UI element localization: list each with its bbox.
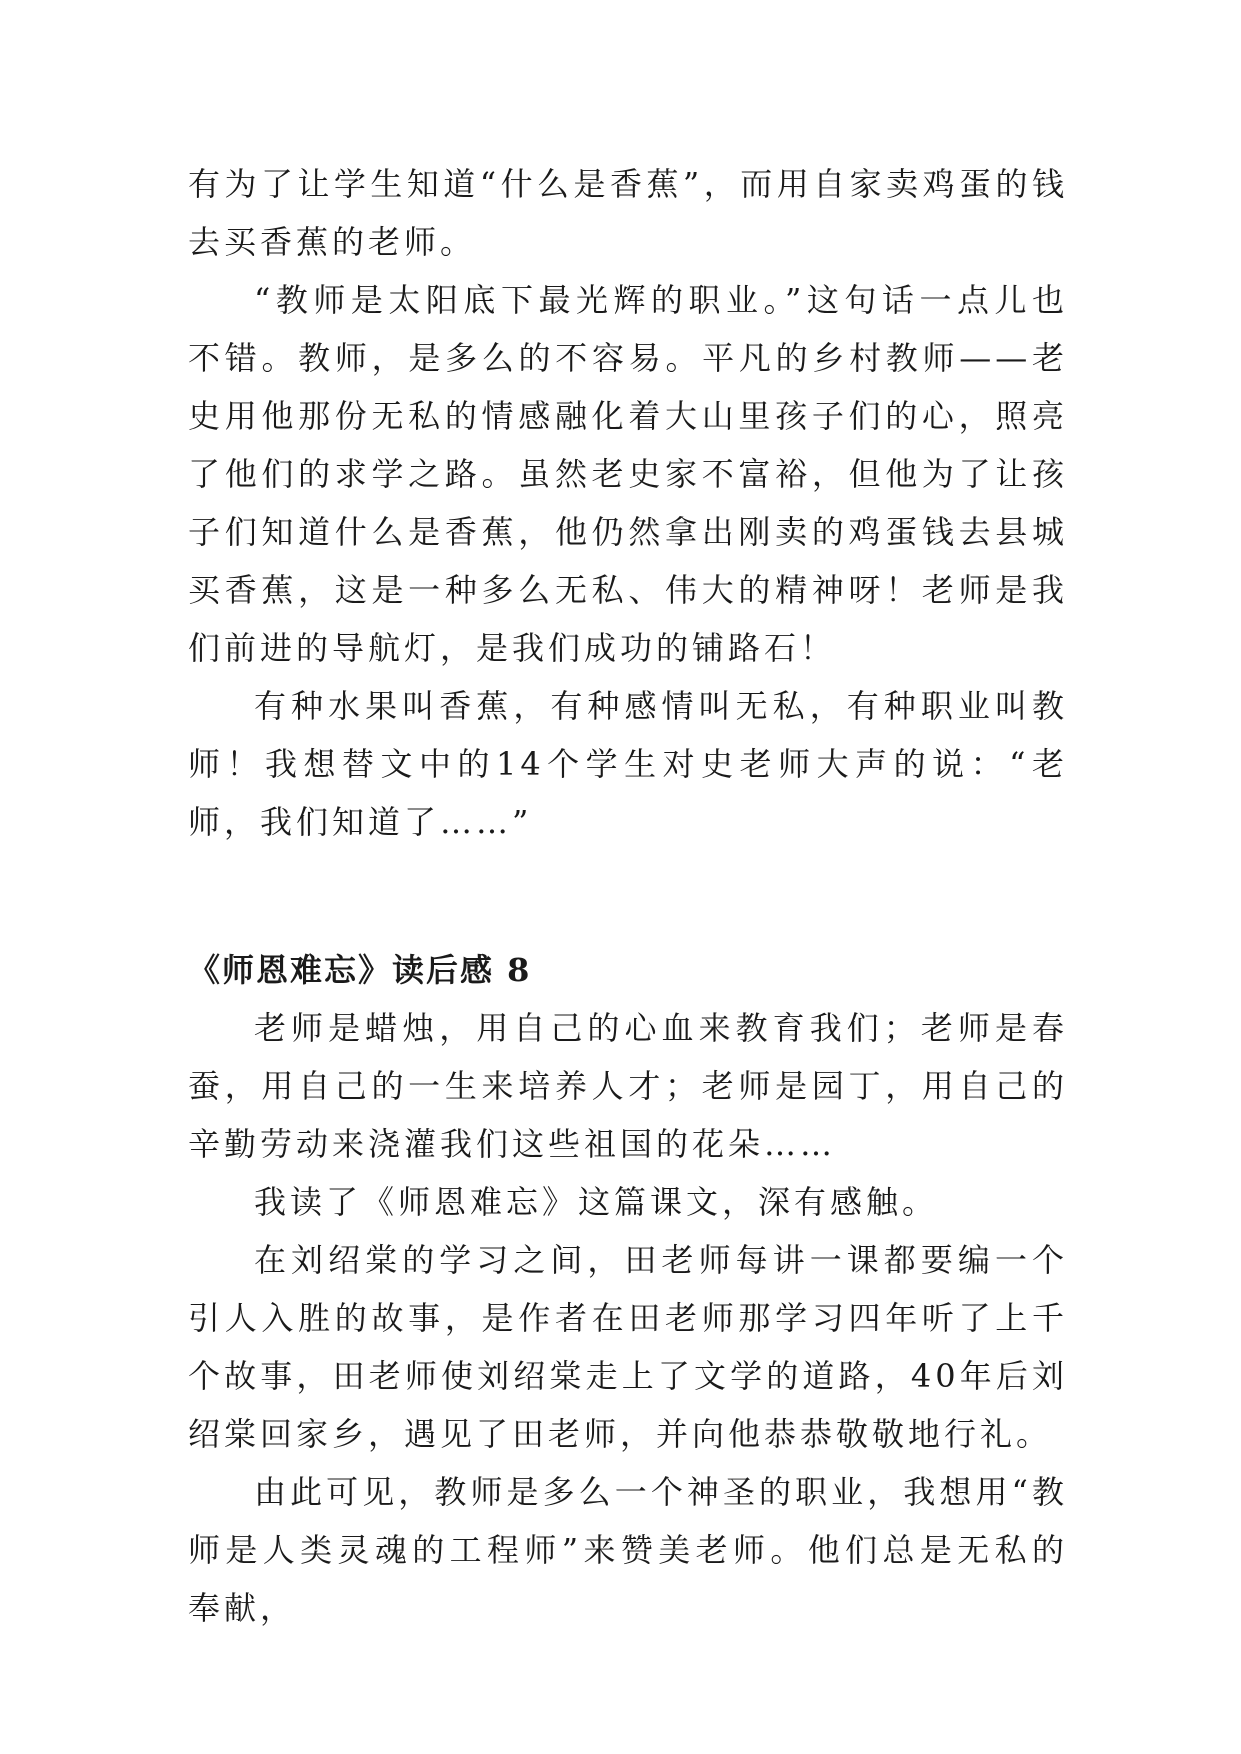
paragraph: 老师是蜡烛，用自己的心血来教育我们；老师是春蚕，用自己的一生来培养人才；老师是园丁，用自己的辛勤劳动来浇灌我们这些祖国的花朵…… xyxy=(188,1009,1068,1163)
paragraph: 有为了让学生知道“什么是香蕉”，而用自家卖鸡蛋的钱去买香蕉的老师。 xyxy=(188,165,1068,261)
paragraph: 我读了《师恩难忘》这篇课文，深有感触。 xyxy=(254,1183,939,1221)
document-page xyxy=(188,155,1068,1637)
paragraph: 在刘绍棠的学习之间，田老师每讲一课都要编一个引人入胜的故事，是作者在田老师那学习四年听了上千个故事，田老师使刘绍棠走上了文学的道路，40年后刘绍棠回家乡，遇见了田老师，并向他恭恭敬敬地行礼。 xyxy=(188,1241,1068,1453)
paragraph: 有种水果叫香蕉，有种感情叫无私，有种职业叫教师！我想替文中的14个学生对史老师大声的说：“老师，我们知道了……” xyxy=(188,687,1068,841)
paragraph: 由此可见，教师是多么一个神圣的职业，我想用“教师是人类灵魂的工程师”来赞美老师。他们总是无私的奉献， xyxy=(188,1473,1068,1627)
section-gap xyxy=(188,851,1068,941)
section-title: 《师恩难忘》读后感 8 xyxy=(188,951,532,989)
paragraph: “教师是太阳底下最光辉的职业。”这句话一点儿也不错。教师，是多么的不容易。平凡的乡村教师——老史用他那份无私的情感融化着大山里孩子们的心，照亮了他们的求学之路。虽然老史家不富裕，但他为了让孩子们知道什么是香蕉，他仍然拿出刚卖的鸡蛋钱去县城买香蕉，这是一种多么无私、伟大的精神呀！老师是我们前进的导航灯，是我们成功的铺路石！ xyxy=(188,281,1068,667)
